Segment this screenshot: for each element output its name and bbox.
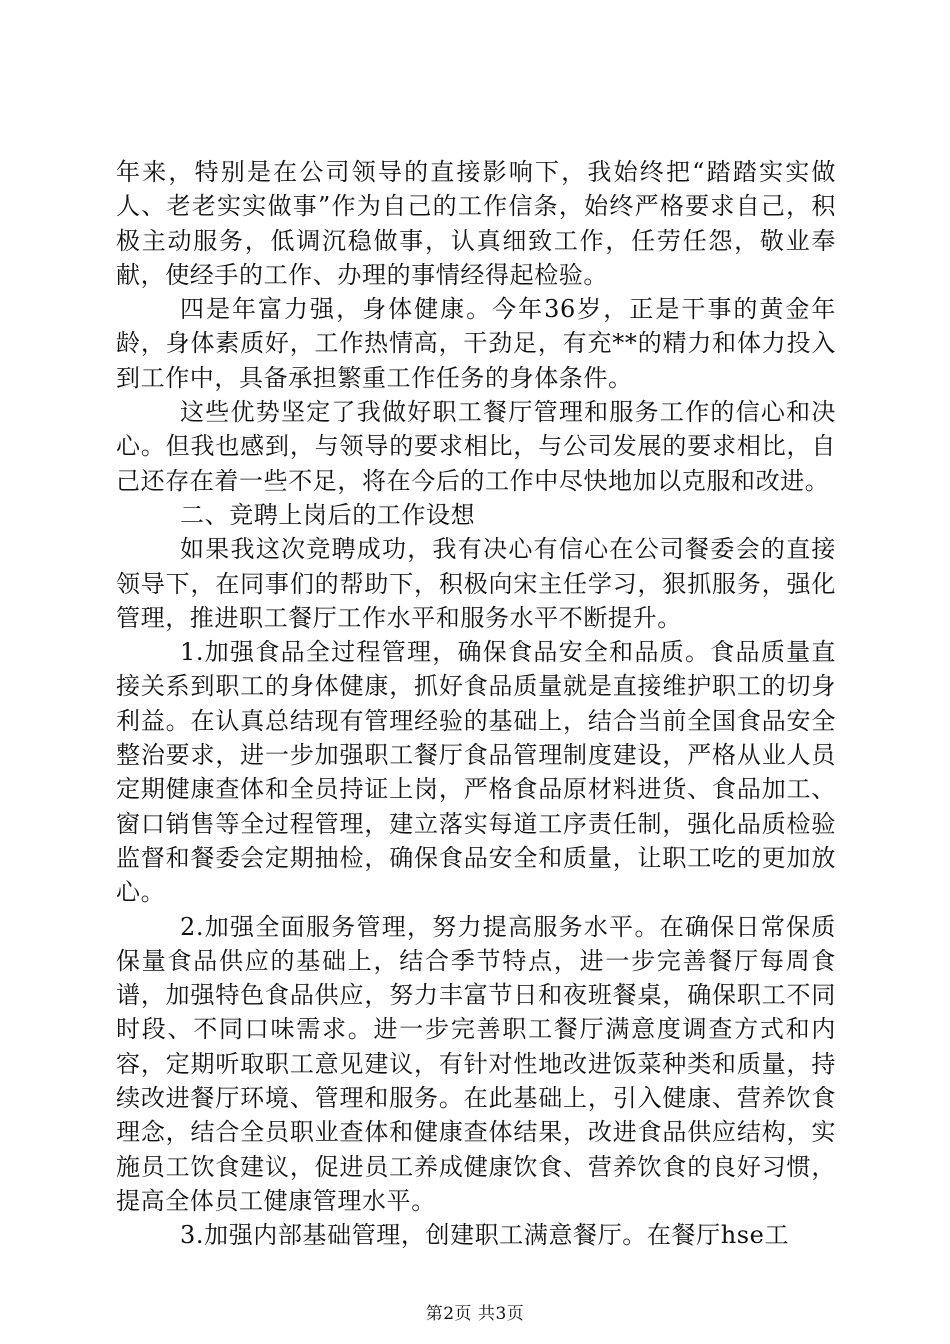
list-item: 1.加强食品全过程管理，确保食品安全和品质。食品质量直接关系到职工的身体健康，抓好食品质量就是直接维护职工的切身利益。在认真总结现有管理经验的基础上，结合当前全国食品安全整治要求，进一步加强职工餐厅食品管理制度建设，严格从业人员定期健康查体和全员持证上岗，严格食品原材料进货、食品加工、窗口销售等全过程管理，建立落实每道工序责任制，强化品质检验监督和餐委会定期抽检，确保食品安全和质量，让职工吃的更加放心。	[116, 638, 836, 907]
section-heading: 二、竞聘上岗后的工作设想	[180, 500, 476, 529]
paragraph: 四是年富力强，身体健康。今年36岁，正是干事的黄金年龄，身体素质好，工作热情高，干劲足，有充**的精力和体力投入到工作中，具备承担繁重工作任务的身体条件。	[116, 295, 836, 392]
body-text	[116, 155, 836, 1253]
list-item: 3.加强内部基础管理，创建职工满意餐厅。在餐厅hse工	[180, 1221, 790, 1250]
paragraph: 如果我这次竞聘成功，我有决心有信心在公司餐委会的直接领导下，在同事们的帮助下，积极向宋主任学习，狠抓服务，强化管理，推进职工餐厅工作水平和服务水平不断提升。	[116, 535, 836, 632]
paragraph: 年来，特别是在公司领导的直接影响下，我始终把“踏踏实实做人、老老实实做事”作为自己的工作信条，始终严格要求自己，积极主动服务，低调沉稳做事，认真细致工作，任劳任怨，敬业奉献，使经手的工作、办理的事情经得起检验。	[116, 158, 836, 289]
paragraph: 这些优势坚定了我做好职工餐厅管理和服务工作的信心和决心。但我也感到，与领导的要求相比，与公司发展的要求相比，自己还存在着一些不足，将在今后的工作中尽快地加以克服和改进。	[116, 398, 836, 495]
page-number-footer: 第2页 共3页	[425, 1304, 525, 1324]
list-item: 2.加强全面服务管理，努力提高服务水平。在确保日常保质保量食品供应的基础上，结合季节特点，进一步完善餐厅每周食谱，加强特色食品供应，努力丰富节日和夜班餐桌，确保职工不同时段、不同口味需求。进一步完善职工餐厅满意度调查方式和内容，定期听取职工意见建议，有针对性地改进饭菜种类和质量，持续改进餐厅环境、管理和服务。在此基础上，引入健康、营养饮食理念，结合全员职业查体和健康查体结果，改进食品供应结构，实施员工饮食建议，促进员工养成健康饮食、营养饮食的良好习惯，提高全体员工健康管理水平。	[116, 912, 836, 1215]
